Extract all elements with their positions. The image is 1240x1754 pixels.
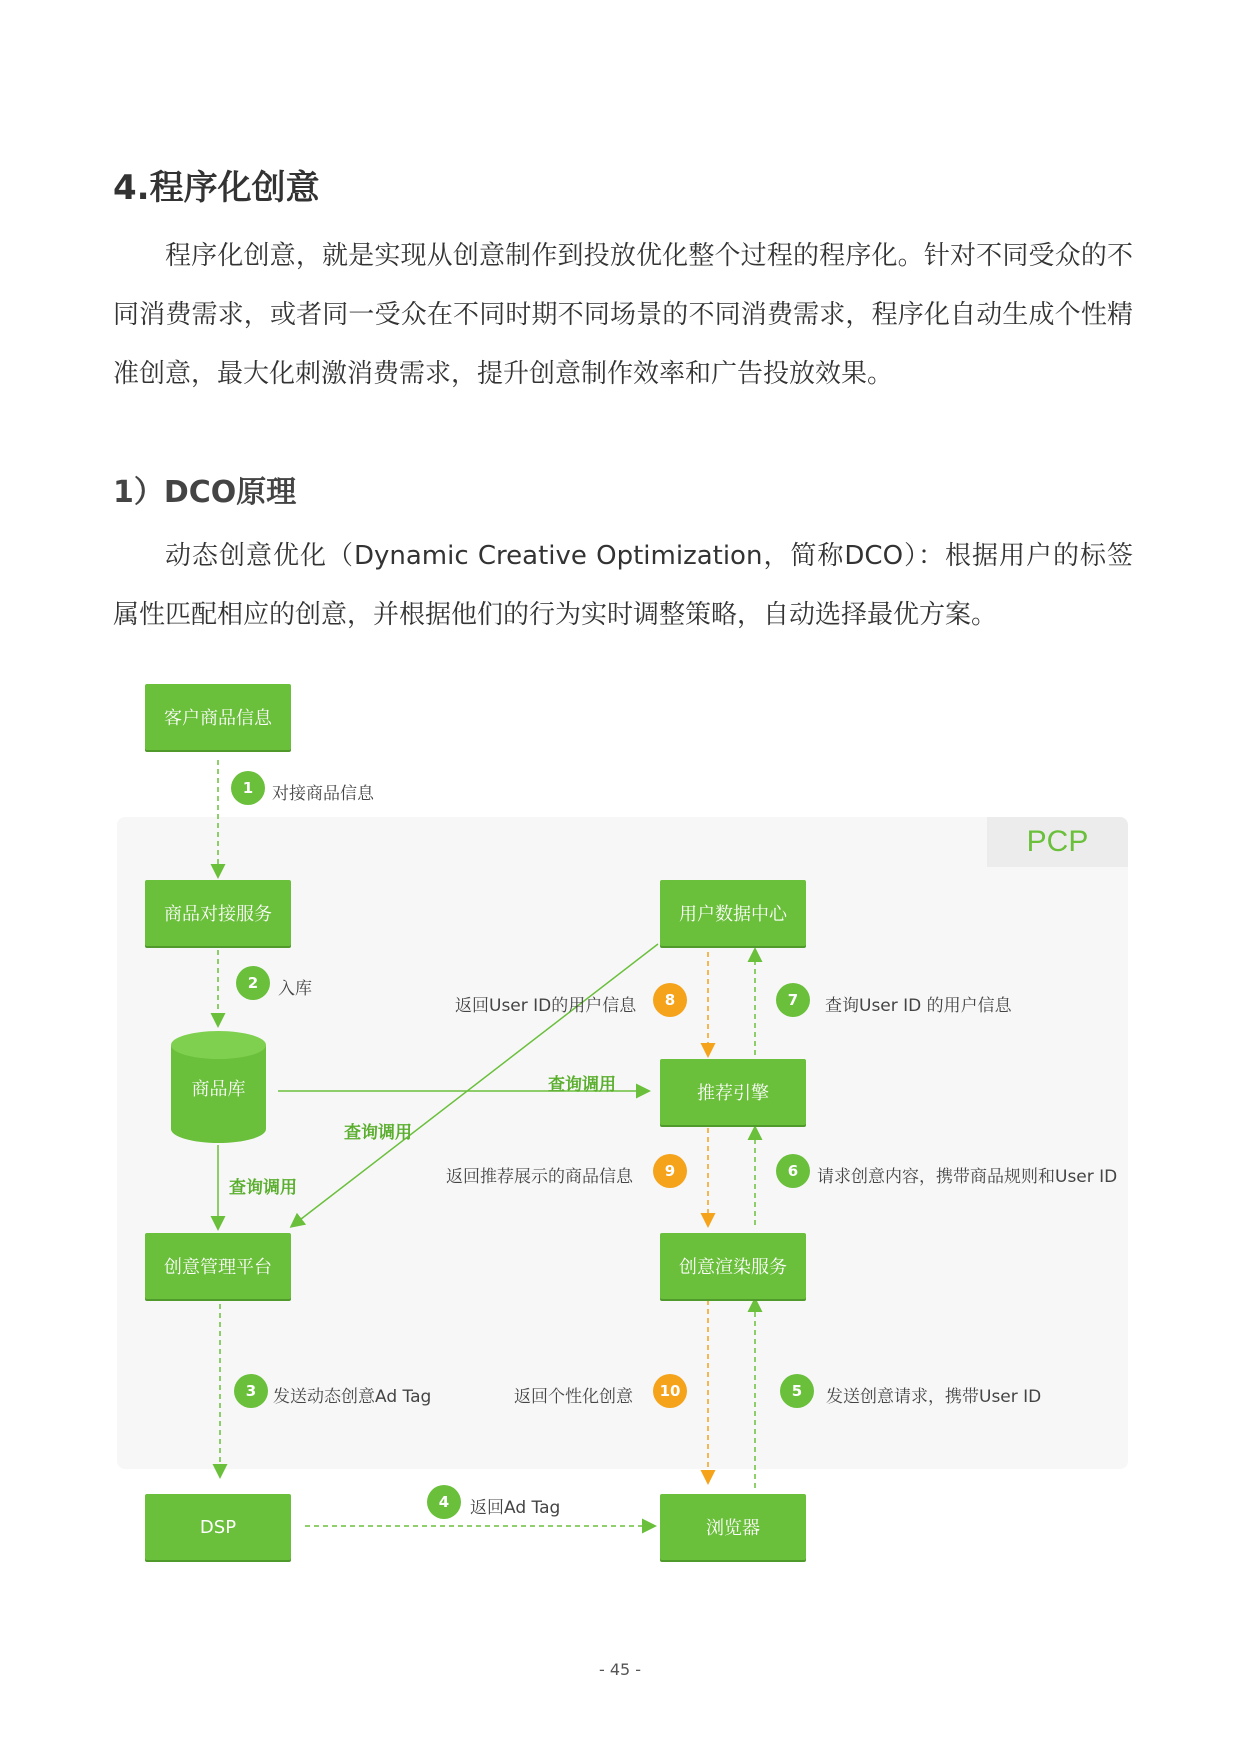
step-10-label: 返回个性化创意: [514, 1387, 633, 1407]
box-goods-db: 商品库: [191, 1079, 246, 1100]
query-label-mgmt: 查询调用: [229, 1178, 297, 1198]
step-9-number: 9: [653, 1154, 687, 1188]
box-browser: 浏览器: [660, 1494, 806, 1560]
step-9-label: 返回推荐展示的商品信息: [446, 1167, 633, 1187]
box-customer-goods: 客户商品信息: [145, 684, 291, 750]
box-creative-mgmt: 创意管理平台: [145, 1233, 291, 1299]
dco-paragraph: 动态创意优化（Dynamic Creative Optimization，简称DCO）：根据用户的标签属性匹配相应的创意，并根据他们的行为实时调整策略，自动选择最优方案。: [113, 541, 1133, 630]
step-3-label: 发送动态创意Ad Tag: [273, 1387, 432, 1407]
pcp-label: PCP: [987, 817, 1128, 867]
box-goods-docking: 商品对接服务: [145, 880, 291, 946]
step-10-number: 10: [653, 1374, 687, 1408]
box-dsp: DSP: [145, 1494, 291, 1560]
step-8-label: 返回User ID的用户信息: [455, 996, 637, 1016]
query-label-userdata: 查询调用: [344, 1123, 412, 1143]
box-recommend: 推荐引擎: [660, 1059, 806, 1125]
step-8-number: 8: [653, 983, 687, 1017]
box-render: 创意渲染服务: [660, 1233, 806, 1299]
step-7-label: 查询User ID 的用户信息: [825, 996, 1012, 1016]
step-1-number: 1: [231, 771, 265, 805]
intro-paragraph: 程序化创意，就是实现从创意制作到投放优化整个过程的程序化。针对不同受众的不同消费需求，或者同一受众在不同时期不同场景的不同消费需求，程序化自动生成个性精准创意，最大化刺激消费需求，提升创意制作效率和广告投放效果。: [113, 241, 1133, 389]
query-label-recommend: 查询调用: [548, 1075, 616, 1095]
step-6-number: 6: [776, 1154, 810, 1188]
section-heading: 4.程序化创意: [113, 168, 320, 208]
step-3-number: 3: [234, 1374, 268, 1408]
box-user-data: 用户数据中心: [660, 880, 806, 946]
step-7-number: 7: [776, 983, 810, 1017]
step-5-label: 发送创意请求，携带User ID: [826, 1387, 1042, 1407]
step-2-label: 入库: [278, 979, 312, 999]
step-6-label: 请求创意内容，携带商品规则和User ID: [817, 1167, 1118, 1187]
step-1-label: 对接商品信息: [272, 784, 374, 804]
step-5-number: 5: [780, 1374, 814, 1408]
step-4-label: 返回Ad Tag: [470, 1498, 561, 1518]
step-4-number: 4: [427, 1485, 461, 1519]
step-2-number: 2: [236, 966, 270, 1000]
page-number: - 45 -: [598, 1660, 642, 1679]
subsection-heading: 1）DCO原理: [113, 475, 297, 510]
